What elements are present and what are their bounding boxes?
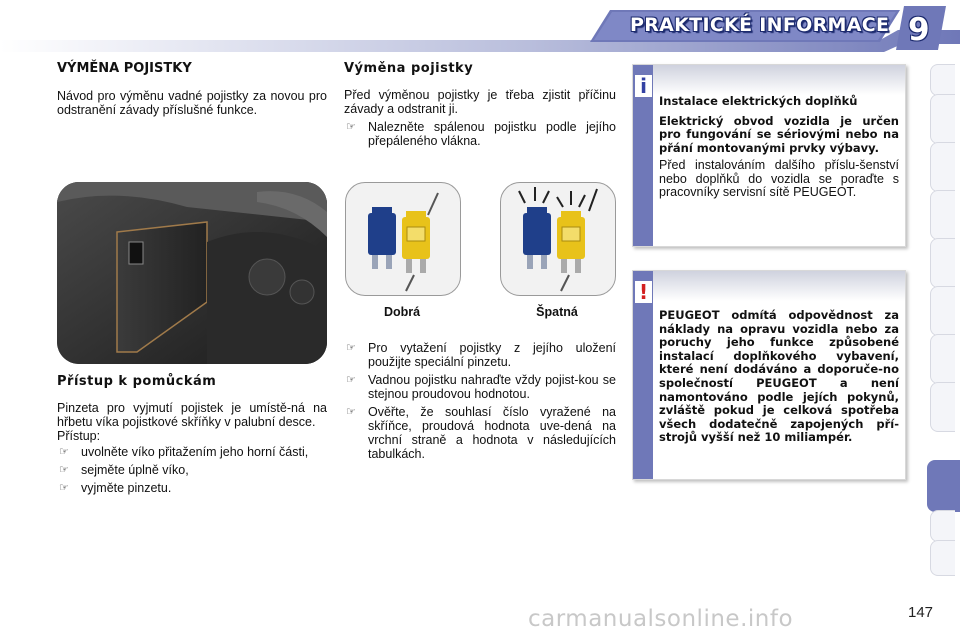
- chapter-tab[interactable]: [930, 142, 955, 192]
- list-item: ☞ Vadnou pojistku nahraďte vždy pojist-kou se stejnou proudovou hodnotou.: [346, 373, 616, 401]
- chapter-tabs: [930, 64, 960, 574]
- heading-access-tools: Přístup k pomůckám: [57, 374, 217, 389]
- left-column-top: [57, 62, 327, 121]
- middle-intro: Před výměnou pojistky je třeba zjistit příčinu závady a odstranit ji.: [344, 88, 616, 116]
- chapter-tab-active[interactable]: [927, 460, 960, 512]
- access-steps-list: [57, 445, 327, 495]
- info-title: Instalace elektrických doplňků: [659, 94, 858, 108]
- find-fuse-list: [344, 120, 616, 148]
- label-bad: Špatná: [536, 305, 578, 319]
- pointing-hand-icon: ☞: [346, 406, 356, 418]
- watermark: carmanualsonline.info: [528, 606, 794, 632]
- chapter-tab[interactable]: [930, 540, 955, 576]
- access-text: Pinzeta pro vyjmutí pojistek je umístě-ná na hřbetu víka pojistkové skříňky v palubní desce.: [57, 401, 327, 429]
- pointing-hand-icon: ☞: [346, 342, 356, 354]
- left-column-bottom: [57, 375, 327, 499]
- pointing-hand-icon: ☞: [59, 464, 69, 476]
- warning-text: PEUGEOT odmítá odpovědnost za náklady na opravu vozidla nebo za poruchy jeho funkce způsobené instalací doplňkového vybavení, které není dodáváno a doporuče-no společností PEUGEOT a není namontováno podle jejích pokynů, zvláště pokud je celková spotřeba všech dodatečně zapojených pří-strojů vyšší než 10 miliampér.: [659, 308, 899, 445]
- heading-fuse-change: Výměna pojistky: [344, 61, 474, 76]
- info-text: Před instalováním dalšího příslu-šenství nebo doplňků do vozidla se poraďte s pracovníky servisní sítě PEUGEOT.: [659, 158, 899, 199]
- fuse-bad-illustration: [500, 182, 616, 296]
- left-intro: Návod pro výměnu vadné pojistky za novou pro odstranění závady příslušné funkce.: [57, 89, 327, 117]
- list-item: ☞ Pro vytažení pojistky z jejího uložení použijte speciální pinzetu.: [346, 341, 616, 369]
- list-item: ☞ uvolněte víko přitažením jeho horní části,: [59, 445, 309, 459]
- chapter-number: 9: [908, 12, 930, 48]
- middle-column-bottom: [344, 341, 616, 465]
- chapter-tab[interactable]: [930, 382, 955, 432]
- info-panel: [632, 64, 906, 247]
- info-bold-text: Elektrický obvod vozidla je určen pro fungování se sériovými nebo na přání montovanými prvky výbavy.: [659, 113, 899, 155]
- page-header: [0, 0, 960, 52]
- pointing-hand-icon: ☞: [59, 482, 69, 494]
- list-item: ☞ sejměte úplně víko,: [59, 463, 189, 477]
- chapter-tab[interactable]: [930, 94, 955, 144]
- fuse-good-illustration: [345, 182, 461, 296]
- pointing-hand-icon: ☞: [59, 446, 69, 458]
- chapter-tab[interactable]: [930, 334, 955, 384]
- chapter-tab[interactable]: [930, 190, 955, 240]
- list-item: ☞ Ověřte, že souhlasí číslo vyražené na skříňce, proudová hodnota uve-dená na vrchní straně a hodnota v následujících tabulkách.: [346, 405, 616, 461]
- section-title: PRAKTICKÉ INFORMACE: [630, 14, 890, 36]
- chapter-tab[interactable]: [930, 510, 955, 542]
- list-item: ☞ vyjměte pinzetu.: [59, 481, 172, 495]
- label-good: Dobrá: [383, 305, 421, 319]
- warning-icon: !: [635, 281, 652, 303]
- list-item: ☞ Nalezněte spálenou pojistku podle jejího přepáleného vlákna.: [346, 120, 616, 148]
- access-label: Přístup:: [57, 429, 101, 443]
- chapter-tab[interactable]: [930, 286, 955, 336]
- dashboard-photo: [57, 182, 327, 364]
- warning-panel: [632, 270, 906, 480]
- chapter-tab[interactable]: [930, 64, 955, 96]
- replace-steps-list: [344, 341, 616, 461]
- pointing-hand-icon: ☞: [346, 121, 356, 133]
- page-number: 147: [908, 604, 934, 621]
- heading-fuse-replacement: VÝMĚNA POJISTKY: [57, 61, 192, 76]
- middle-column-top: [344, 62, 616, 152]
- info-icon: i: [635, 75, 652, 97]
- chapter-tab[interactable]: [930, 238, 955, 288]
- pointing-hand-icon: ☞: [346, 374, 356, 386]
